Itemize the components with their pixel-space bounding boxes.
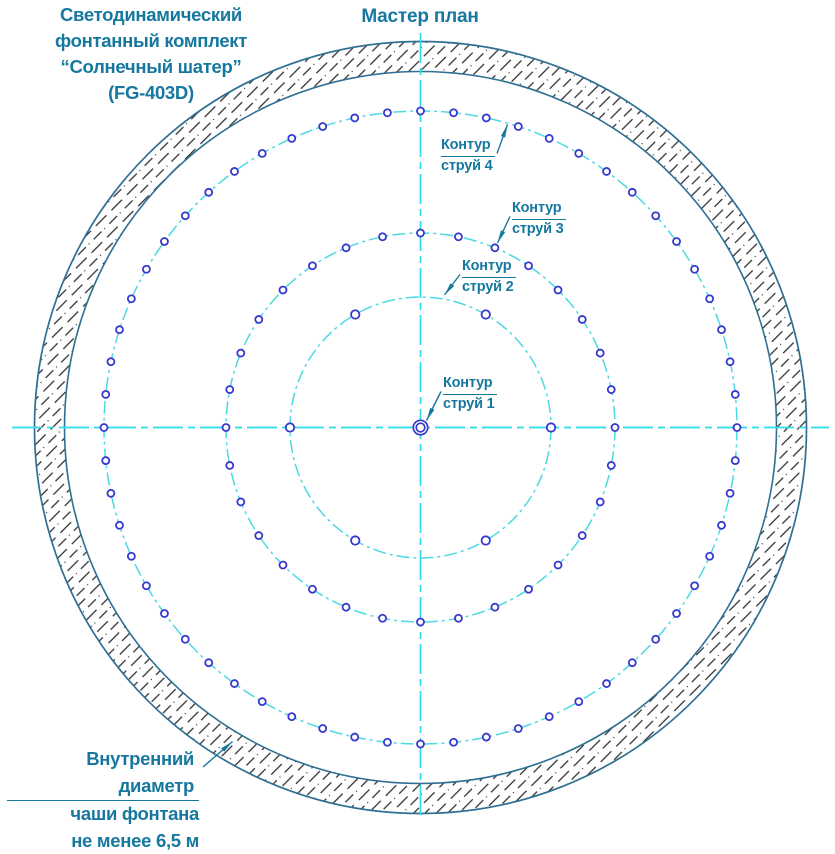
note-line-1: Внутренний диаметр xyxy=(7,746,199,801)
jet-nozzle xyxy=(226,462,233,469)
jet-nozzle xyxy=(455,233,462,240)
jet-nozzle xyxy=(417,108,424,115)
jet-nozzle xyxy=(579,532,586,539)
jet-nozzle xyxy=(629,659,636,666)
ring-label-3-line2: струй 3 xyxy=(512,220,566,239)
jet-nozzle xyxy=(288,135,295,142)
jet-nozzle xyxy=(319,123,326,130)
jet-nozzle xyxy=(597,350,604,357)
jet-nozzle xyxy=(691,582,698,589)
ring-label-2-line2: струй 2 xyxy=(462,278,516,297)
drawing-heading: Мастер план xyxy=(320,6,520,28)
jet-nozzle xyxy=(455,615,462,622)
title-line-1: Светодинамический xyxy=(31,2,271,28)
jet-nozzle xyxy=(515,725,522,732)
jet-nozzle xyxy=(483,734,490,741)
jet-nozzle xyxy=(205,189,212,196)
jet-nozzle xyxy=(718,326,725,333)
jet-nozzle xyxy=(102,391,109,398)
jet-nozzle xyxy=(608,462,615,469)
jet-nozzle xyxy=(384,109,391,116)
jet-nozzle xyxy=(706,553,713,560)
jet-nozzle xyxy=(612,424,619,431)
jet-nozzle xyxy=(691,266,698,273)
ring-label-4-line2: струй 4 xyxy=(441,157,495,176)
jet-nozzle xyxy=(603,680,610,687)
jet-nozzle xyxy=(546,713,553,720)
jet-nozzle xyxy=(417,230,424,237)
jet-nozzle xyxy=(223,424,230,431)
jet-nozzle xyxy=(101,424,108,431)
jet-nozzle xyxy=(417,619,424,626)
jet-nozzle xyxy=(608,386,615,393)
jet-nozzle xyxy=(128,553,135,560)
ring-label-4-line1: Контур xyxy=(441,136,495,157)
jet-nozzle xyxy=(579,316,586,323)
jet-nozzle xyxy=(718,522,725,529)
jet-nozzle xyxy=(379,233,386,240)
jet-nozzle xyxy=(182,212,189,219)
jet-nozzle xyxy=(673,610,680,617)
note-line-3: не менее 6,5 м xyxy=(7,828,199,854)
ring-label-2 xyxy=(462,257,516,297)
jet-nozzle xyxy=(482,536,490,544)
jet-ring-1 xyxy=(413,420,427,434)
jet-nozzle xyxy=(309,262,316,269)
jet-nozzle xyxy=(491,604,498,611)
jet-nozzle xyxy=(231,168,238,175)
jet-nozzle xyxy=(351,310,359,318)
ring-label-2-line1: Контур xyxy=(462,257,516,278)
jet-nozzle xyxy=(603,168,610,175)
title-line-2: фонтанный комплект xyxy=(31,28,271,54)
jet-nozzle xyxy=(727,490,734,497)
jet-nozzle xyxy=(727,358,734,365)
ring-label-3-line1: Контур xyxy=(512,199,566,220)
jet-nozzle xyxy=(143,266,150,273)
jet-nozzle xyxy=(205,659,212,666)
jet-nozzle xyxy=(417,741,424,748)
jet-nozzle xyxy=(525,586,532,593)
jet-nozzle xyxy=(255,532,262,539)
ring-label-4 xyxy=(441,136,495,176)
ring-label-3 xyxy=(512,199,566,239)
jet-nozzle xyxy=(182,636,189,643)
diameter-note xyxy=(7,746,199,854)
jet-nozzle xyxy=(259,698,266,705)
jet-nozzle xyxy=(351,114,358,121)
jet-nozzle xyxy=(231,680,238,687)
jet-nozzle xyxy=(255,316,262,323)
jet-nozzle xyxy=(143,582,150,589)
jet-nozzle xyxy=(161,610,168,617)
jet-nozzle xyxy=(706,295,713,302)
center-jet-inner xyxy=(416,423,425,432)
jet-nozzle xyxy=(279,562,286,569)
jet-nozzle xyxy=(384,739,391,746)
jet-nozzle xyxy=(575,698,582,705)
jet-nozzle xyxy=(652,212,659,219)
jet-nozzle xyxy=(116,326,123,333)
jet-nozzle xyxy=(279,286,286,293)
jet-nozzle xyxy=(379,615,386,622)
jet-nozzle xyxy=(652,636,659,643)
jet-nozzle xyxy=(734,424,741,431)
jet-nozzle xyxy=(482,310,490,318)
jet-nozzle xyxy=(575,150,582,157)
title-block xyxy=(31,2,271,106)
ring-label-1 xyxy=(443,374,497,414)
jet-nozzle xyxy=(547,423,555,431)
jet-nozzle xyxy=(128,295,135,302)
jet-nozzle xyxy=(107,490,114,497)
jet-nozzle xyxy=(673,238,680,245)
jet-nozzle xyxy=(237,498,244,505)
jet-nozzle xyxy=(102,457,109,464)
jet-nozzle xyxy=(288,713,295,720)
jet-nozzle xyxy=(450,109,457,116)
jet-nozzle xyxy=(343,604,350,611)
jet-nozzle xyxy=(483,114,490,121)
jet-nozzle xyxy=(629,189,636,196)
jet-nozzle xyxy=(555,286,562,293)
jet-nozzle xyxy=(351,734,358,741)
jet-nozzle xyxy=(491,244,498,251)
jet-nozzle xyxy=(732,391,739,398)
jet-nozzle xyxy=(107,358,114,365)
jet-nozzle xyxy=(286,423,294,431)
title-line-3: “Солнечный шатер” xyxy=(31,54,271,80)
note-line-2: чаши фонтана xyxy=(7,801,199,828)
drawing-geometry xyxy=(12,33,829,820)
ring-label-1-line2: струй 1 xyxy=(443,395,497,414)
jet-nozzle xyxy=(546,135,553,142)
jet-nozzle xyxy=(161,238,168,245)
jet-nozzle xyxy=(597,498,604,505)
jet-nozzle xyxy=(343,244,350,251)
jet-nozzle xyxy=(237,350,244,357)
jet-nozzle xyxy=(116,522,123,529)
jet-nozzle xyxy=(525,262,532,269)
jet-nozzle xyxy=(259,150,266,157)
ring-label-1-line1: Контур xyxy=(443,374,497,395)
jet-nozzle xyxy=(351,536,359,544)
jet-nozzle xyxy=(319,725,326,732)
jet-nozzle xyxy=(450,739,457,746)
jet-nozzle xyxy=(309,586,316,593)
jet-nozzle xyxy=(515,123,522,130)
jet-nozzle xyxy=(732,457,739,464)
title-line-4: (FG-403D) xyxy=(31,80,271,106)
jet-nozzle xyxy=(226,386,233,393)
jet-nozzle xyxy=(555,562,562,569)
